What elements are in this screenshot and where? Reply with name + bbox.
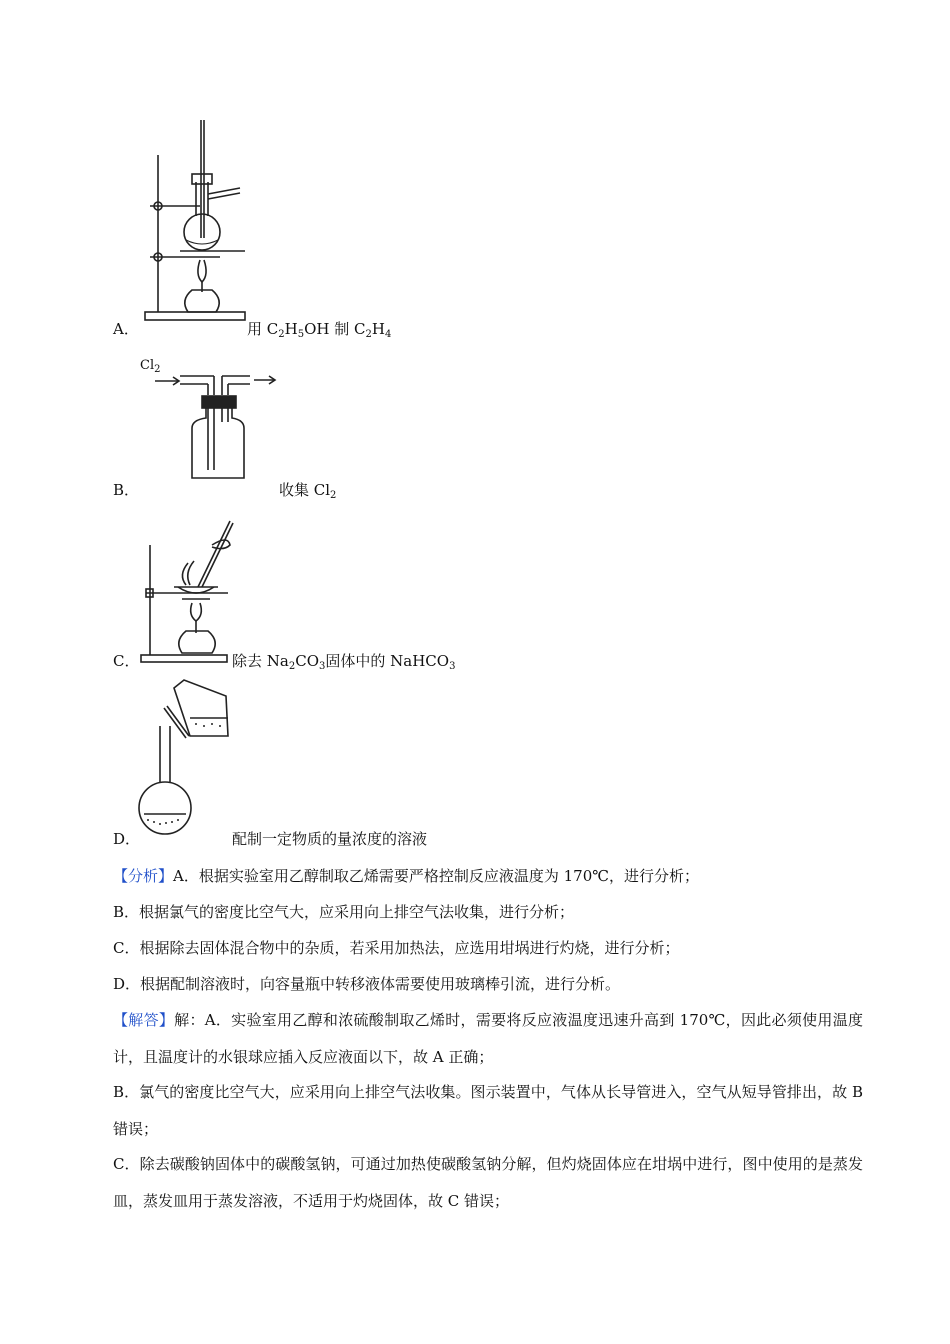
option-c-letter: C．: [113, 652, 140, 670]
option-c-caption: 除去 $Na_2CO_3$固体中的 NaHCO$_3$: [232, 652, 456, 672]
answer-tag: 【解答】: [113, 1011, 175, 1029]
figure-a-ethylene-apparatus: [140, 120, 250, 325]
analysis-tag: 【分析】: [113, 867, 174, 885]
figure-b-gas-collection-bottle: [150, 370, 280, 482]
figure-b-cl2-label: $Cl_2$: [140, 358, 161, 375]
analysis-line-a: 【分析】A．根据实验室用乙醇制取乙烯需要严格控制反应液温度为 170℃，进行分析；: [113, 867, 700, 885]
answer-paragraph-a: 【解答】解：A．实验室用乙醇和浓硫酸制取乙烯时，需要将反应液温度迅速升高到 170℃，因此必须使用温度计，且温度计的水银球应插入反应液面以下，故 A 正确；: [113, 1011, 863, 1066]
analysis-line-b: B．根据氯气的密度比空气大，应采用向上排空气法收集，进行分析；: [113, 903, 575, 921]
option-b-caption: 收集 $Cl_2$: [279, 481, 337, 501]
analysis-line-c: C．根据除去固体混合物中的杂质，若采用加热法，应选用坩埚进行灼烧，进行分析；: [113, 939, 680, 957]
figure-c-evaporating-dish-heating: [138, 515, 238, 665]
analysis-line-d: D．根据配制溶液时，向容量瓶中转移液体需要使用玻璃棒引流，进行分析。: [113, 975, 621, 993]
option-b-letter: B．: [113, 481, 140, 499]
answer-paragraph-b: B．氯气的密度比空气大，应采用向上排空气法收集。图示装置中，气体从长导管进入，空气从短导管排出，故 B 错误；: [113, 1083, 863, 1138]
option-d-letter: D．: [113, 830, 141, 848]
figure-d-volumetric-flask-transfer: [138, 678, 238, 838]
answer-paragraph-c: C．除去碳酸钠固体中的碳酸氢钠，可通过加热使碳酸氢钠分解，但灼烧固体应在坩埚中进行，图中使用的是蒸发皿，蒸发皿用于蒸发溶液，不适用于灼烧固体，故 C 错误；: [113, 1155, 863, 1210]
option-a-letter: A．: [113, 320, 139, 338]
option-a-caption: 用 $C_2H_5OH$ 制 $C_2H_4$: [247, 320, 392, 340]
option-d-caption: 配制一定物质的量浓度的溶液: [232, 830, 428, 848]
